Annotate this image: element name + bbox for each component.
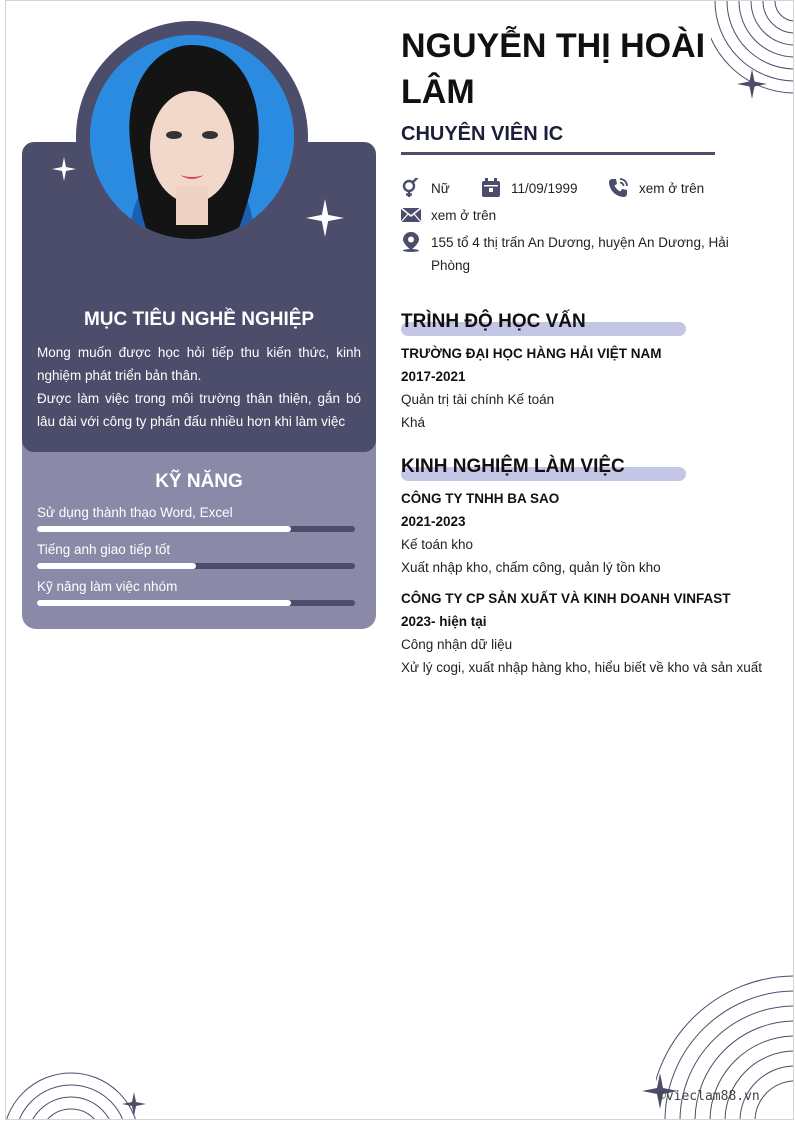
sparkle-icon [306, 199, 344, 237]
gender-icon [401, 178, 421, 198]
address-value: 155 tổ 4 thị trấn An Dương, huyện An Dương, Hải Phòng [431, 235, 729, 273]
job-company: CÔNG TY TNHH BA SAO [401, 491, 560, 506]
education-period: 2017-2021 [401, 369, 466, 384]
education-school: TRƯỜNG ĐẠI HỌC HÀNG HẢI VIỆT NAM [401, 346, 662, 361]
job-title: CHUYÊN VIÊN IC [401, 123, 564, 145]
birthday-value: 11/09/1999 [511, 181, 578, 196]
avatar [90, 35, 294, 239]
skill-label: Sử dụng thành thạo Word, Excel [37, 505, 233, 520]
education-title: TRÌNH ĐỘ HỌC VẤN [401, 311, 586, 332]
education-major: Quản trị tài chính Kế toán [401, 392, 555, 407]
job-period: 2021-2023 [401, 514, 466, 529]
gender-value: Nữ [431, 181, 450, 196]
job-description: Xuất nhập kho, chấm công, quản lý tồn kho [401, 560, 661, 575]
objective-paragraph: Được làm việc trong môi trường thân thiện, gắn bó lâu dài với công ty phấn đấu nhiều hơn khi làm việc [37, 391, 361, 429]
job-position: Kế toán kho [401, 537, 474, 552]
job-period: 2023- hiện tại [401, 614, 487, 629]
skills-title: KỸ NĂNG [155, 471, 243, 492]
skill-bar-track [37, 563, 355, 569]
candidate-name: NGUYỄN THỊ HOÀI LÂM [401, 27, 706, 111]
job-position: Công nhận dữ liệu [401, 637, 513, 652]
skill-bar-fill [37, 526, 291, 532]
email-icon [401, 205, 421, 225]
experience-title: KINH NGHIỆM LÀM VIỆC [401, 456, 625, 477]
job-company: CÔNG TY CP SẢN XUẤT VÀ KINH DOANH VINFAST [401, 591, 731, 606]
skill-bar-track [37, 526, 355, 532]
avatar-photo [90, 35, 294, 239]
objective-title: MỤC TIÊU NGHỀ NGHIỆP [83, 309, 315, 330]
phone-value: xem ở trên [639, 181, 705, 196]
phone-icon [608, 178, 628, 198]
job-description: Xử lý cogi, xuất nhập hàng kho, hiểu biết về kho và sản xuất [401, 660, 763, 675]
sparkle-icon [737, 69, 767, 99]
skill-item [37, 504, 355, 532]
objective-paragraph: Mong muốn được học hỏi tiếp thu kiến thức, kinh nghiệm phát triển bản thân. [37, 345, 361, 383]
skill-label: Tiếng anh giao tiếp tốt [37, 542, 171, 557]
skill-bar-fill [37, 563, 196, 569]
skill-label: Kỹ năng làm việc nhóm [37, 579, 178, 594]
title-underline [401, 152, 715, 155]
sparkle-icon [122, 1092, 146, 1116]
skill-item [37, 541, 355, 569]
education-grade: Khá [401, 415, 426, 430]
sparkle-icon [52, 157, 76, 181]
calendar-icon [481, 178, 501, 198]
skill-item [37, 578, 355, 606]
location-icon [401, 232, 421, 252]
objective-text [37, 341, 361, 433]
skill-bar-track [37, 600, 355, 606]
watermark: ©vieclam88.vn [658, 1089, 760, 1104]
skill-bar-fill [37, 600, 291, 606]
cv-page [5, 0, 794, 1120]
email-value: xem ở trên [431, 208, 497, 223]
